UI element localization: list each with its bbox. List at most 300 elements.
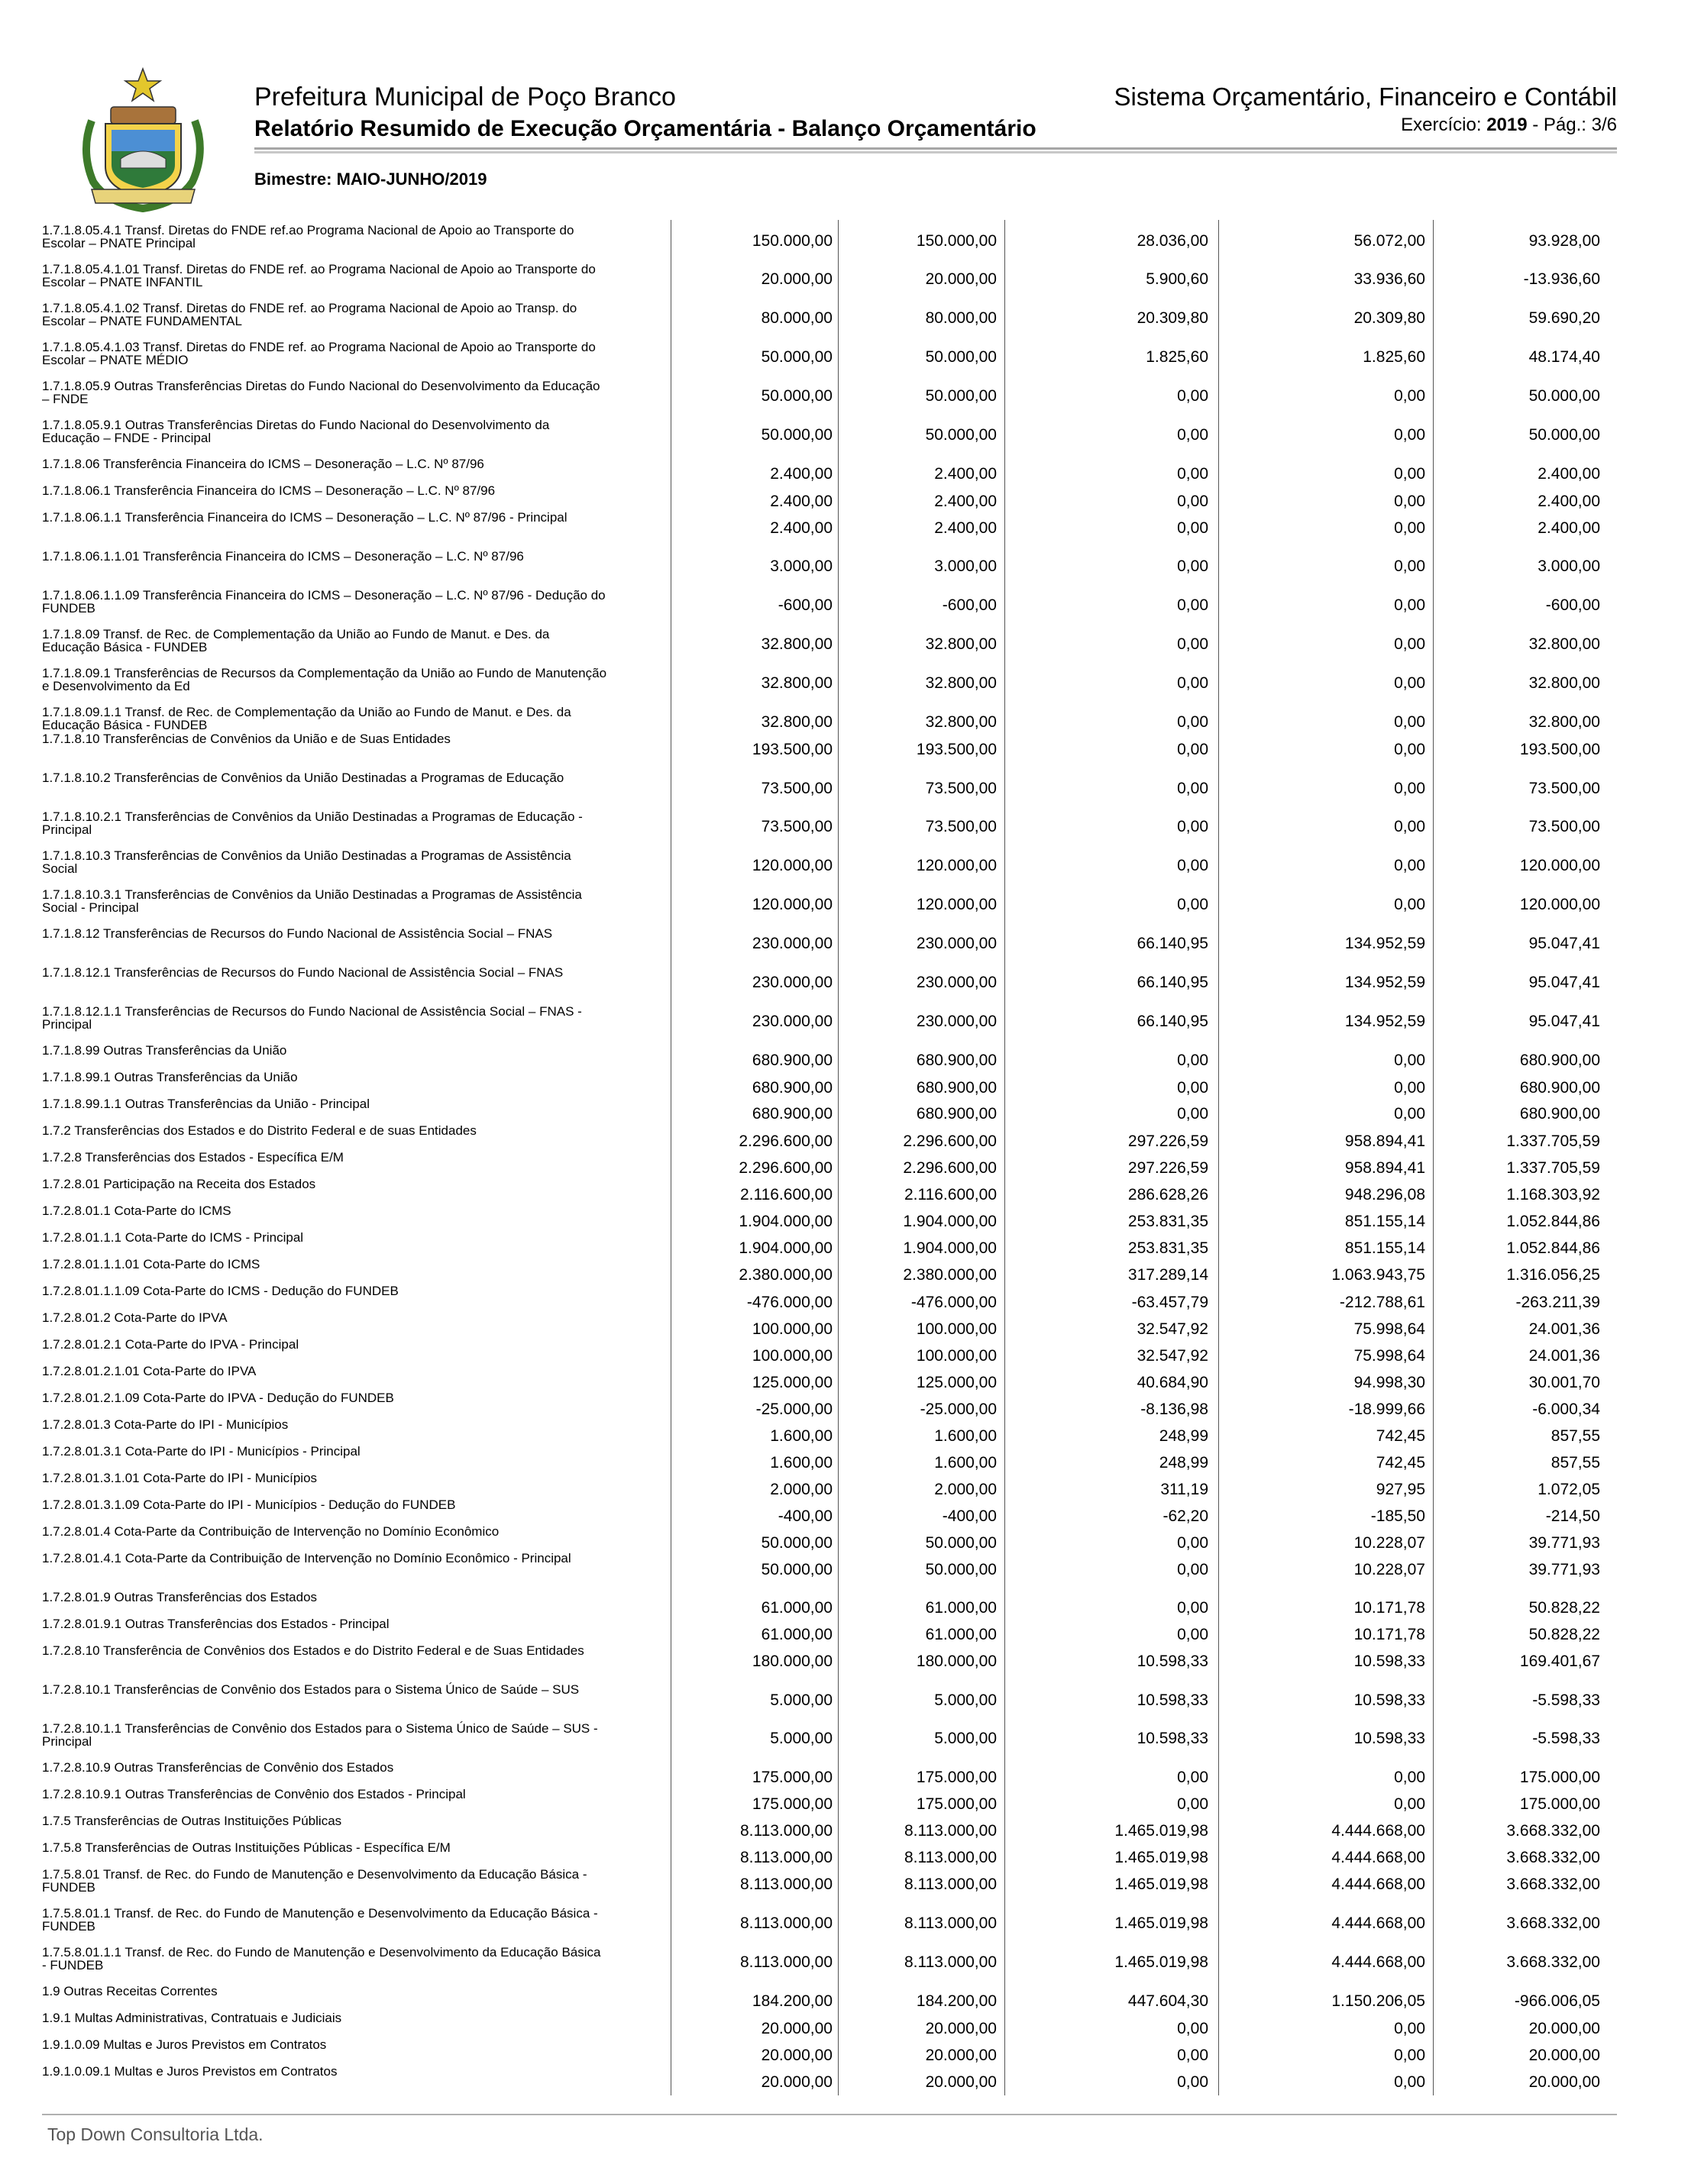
row-value-col2: 680.900,00 bbox=[916, 1052, 997, 1069]
row-value-col2: 20.000,00 bbox=[925, 2020, 997, 2037]
row-value-col1: 73.500,00 bbox=[761, 818, 833, 835]
row-description: 1.7.2.8.01.1.1.01 Cota-Parte do ICMS bbox=[42, 1257, 260, 1271]
row-value-col1: 150.000,00 bbox=[752, 232, 833, 250]
row-value-col3: 0,00 bbox=[1177, 896, 1208, 913]
row-value-col2: 80.000,00 bbox=[925, 309, 997, 327]
row-value-col4: 33.936,60 bbox=[1353, 270, 1425, 288]
row-description: 1.9 Outras Receitas Correntes bbox=[42, 1984, 218, 1998]
row-value-col5: 24.001,36 bbox=[1528, 1347, 1600, 1365]
row-value-col2: 50.000,00 bbox=[925, 1561, 997, 1578]
row-value-col1: 80.000,00 bbox=[761, 309, 833, 327]
row-value-col1: 175.000,00 bbox=[752, 1795, 833, 1813]
row-value-col3: 0,00 bbox=[1177, 519, 1208, 537]
row-value-col5: 1.337.705,59 bbox=[1506, 1159, 1600, 1177]
row-value-col3: 0,00 bbox=[1177, 387, 1208, 405]
row-value-col2: 184.200,00 bbox=[916, 1992, 997, 2010]
row-value-col2: 8.113.000,00 bbox=[904, 1914, 997, 1932]
row-value-col5: 3.668.332,00 bbox=[1506, 1822, 1600, 1840]
row-value-col4: 10.228,07 bbox=[1353, 1534, 1425, 1552]
row-description: 1.7.2.8.01.3.1.09 Cota-Parte do IPI - Municípios - Dedução do FUNDEB bbox=[42, 1497, 456, 1512]
row-value-col4: 0,00 bbox=[1394, 519, 1425, 537]
row-value-col1: 230.000,00 bbox=[752, 1013, 833, 1030]
footer-divider bbox=[42, 2114, 1617, 2115]
row-description: 1.7.1.8.10.2.1 Transferências de Convênios da União Destinadas a Programas de Educação - Principal bbox=[42, 809, 583, 837]
municipality-name: Prefeitura Municipal de Poço Branco bbox=[254, 82, 676, 111]
row-value-col5: 1.052.844,86 bbox=[1506, 1213, 1600, 1230]
row-value-col1: 180.000,00 bbox=[752, 1653, 833, 1670]
row-value-col1: 61.000,00 bbox=[761, 1599, 833, 1617]
row-value-col1: 1.904.000,00 bbox=[739, 1213, 833, 1230]
row-description: 1.7.1.8.06.1.1.09 Transferência Financeira do ICMS – Desoneração – L.C. Nº 87/96 - Dedução do FUNDEB bbox=[42, 588, 606, 615]
exercise-label: Exercício: bbox=[1401, 115, 1482, 135]
row-value-col3: 0,00 bbox=[1177, 2020, 1208, 2037]
row-value-col2: 680.900,00 bbox=[916, 1079, 997, 1097]
row-value-col1: 680.900,00 bbox=[752, 1105, 833, 1123]
row-value-col4: 10.598,33 bbox=[1353, 1730, 1425, 1747]
row-value-col3: 0,00 bbox=[1177, 426, 1208, 444]
row-value-col1: 1.600,00 bbox=[770, 1454, 833, 1472]
row-value-col1: 5.000,00 bbox=[770, 1730, 833, 1747]
row-value-col5: -5.598,33 bbox=[1532, 1691, 1600, 1709]
row-description: 1.9.1.0.09.1 Multas e Juros Previstos em Contratos bbox=[42, 2064, 338, 2079]
row-value-col1: 193.500,00 bbox=[752, 741, 833, 758]
row-value-col5: 1.052.844,86 bbox=[1506, 1239, 1600, 1257]
row-value-col3: 0,00 bbox=[1177, 1105, 1208, 1123]
row-value-col4: 0,00 bbox=[1394, 1105, 1425, 1123]
row-value-col5: 73.500,00 bbox=[1528, 818, 1600, 835]
row-value-col2: 125.000,00 bbox=[916, 1374, 997, 1391]
row-value-col2: 1.904.000,00 bbox=[903, 1239, 997, 1257]
row-value-col4: 948.296,08 bbox=[1344, 1186, 1425, 1203]
row-value-col5: 1.168.303,92 bbox=[1506, 1186, 1600, 1203]
row-value-col2: 1.904.000,00 bbox=[903, 1213, 997, 1230]
row-value-col3: 40.684,90 bbox=[1137, 1374, 1208, 1391]
row-value-col3: 0,00 bbox=[1177, 818, 1208, 835]
row-value-col4: 75.998,64 bbox=[1353, 1347, 1425, 1365]
row-value-col5: 3.668.332,00 bbox=[1506, 1849, 1600, 1866]
row-value-col4: 0,00 bbox=[1394, 426, 1425, 444]
row-value-col2: 32.800,00 bbox=[925, 713, 997, 731]
row-value-col2: 1.600,00 bbox=[934, 1427, 997, 1445]
row-description: 1.7.2.8.10.9 Outras Transferências de Convênio dos Estados bbox=[42, 1760, 394, 1775]
row-value-col1: 50.000,00 bbox=[761, 426, 833, 444]
row-description: 1.9.1 Multas Administrativas, Contratuais e Judiciais bbox=[42, 2011, 342, 2025]
row-value-col3: 253.831,35 bbox=[1127, 1239, 1208, 1257]
row-value-col2: 5.000,00 bbox=[934, 1730, 997, 1747]
row-value-col4: 94.998,30 bbox=[1353, 1374, 1425, 1391]
row-value-col3: 447.604,30 bbox=[1127, 1992, 1208, 2010]
row-value-col1: 20.000,00 bbox=[761, 270, 833, 288]
row-description: 1.7.1.8.05.4.1.01 Transf. Diretas do FNDE ref. ao Programa Nacional de Apoio ao Transporte do Escolar – PNATE INFANTIL bbox=[42, 262, 596, 289]
row-value-col2: 8.113.000,00 bbox=[904, 1875, 997, 1893]
row-description: 1.7.2.8.01.2 Cota-Parte do IPVA bbox=[42, 1310, 228, 1325]
row-value-col2: 2.116.600,00 bbox=[904, 1186, 997, 1203]
row-value-col5: 32.800,00 bbox=[1528, 713, 1600, 731]
row-description: 1.7.1.8.06.1.1 Transferência Financeira do ICMS – Desoneração – L.C. Nº 87/96 - Principal bbox=[42, 510, 568, 525]
row-description: 1.7.5.8 Transferências de Outras Instituições Públicas - Específica E/M bbox=[42, 1840, 451, 1855]
row-value-col2: 8.113.000,00 bbox=[904, 1953, 997, 1971]
row-value-col1: 20.000,00 bbox=[761, 2073, 833, 2091]
row-value-col3: 10.598,33 bbox=[1137, 1730, 1208, 1747]
row-value-col1: 8.113.000,00 bbox=[739, 1822, 833, 1840]
row-value-col3: 248,99 bbox=[1159, 1427, 1208, 1445]
row-value-col5: -6.000,34 bbox=[1532, 1401, 1600, 1418]
row-value-col4: 0,00 bbox=[1394, 857, 1425, 874]
row-description: 1.7.2.8.10.1 Transferências de Convênio dos Estados para o Sistema Único de Saúde – SUS bbox=[42, 1682, 580, 1697]
row-value-col4: 0,00 bbox=[1394, 1769, 1425, 1786]
row-value-col4: 4.444.668,00 bbox=[1331, 1953, 1425, 1971]
row-value-col4: 4.444.668,00 bbox=[1331, 1822, 1425, 1840]
row-value-col2: 175.000,00 bbox=[916, 1769, 997, 1786]
row-value-col1: 73.500,00 bbox=[761, 780, 833, 797]
row-value-col5: 680.900,00 bbox=[1519, 1079, 1600, 1097]
row-value-col3: 248,99 bbox=[1159, 1454, 1208, 1472]
row-value-col4: 0,00 bbox=[1394, 2020, 1425, 2037]
row-description: 1.7.1.8.12 Transferências de Recursos do Fundo Nacional de Assistência Social – FNAS bbox=[42, 926, 553, 941]
row-value-col2: -600,00 bbox=[942, 596, 997, 614]
footer-company: Top Down Consultoria Ltda. bbox=[47, 2124, 264, 2144]
row-value-col5: 20.000,00 bbox=[1528, 2020, 1600, 2037]
row-description: 1.7.2.8.10.1.1 Transferências de Convênio dos Estados para o Sistema Único de Saúde – SUS - Principal bbox=[42, 1721, 598, 1749]
row-value-col1: -25.000,00 bbox=[755, 1401, 833, 1418]
row-value-col4: 134.952,59 bbox=[1344, 935, 1425, 952]
row-value-col4: 742,45 bbox=[1376, 1454, 1425, 1472]
row-value-col1: 61.000,00 bbox=[761, 1626, 833, 1643]
row-value-col5: 120.000,00 bbox=[1519, 896, 1600, 913]
row-value-col1: 8.113.000,00 bbox=[739, 1953, 833, 1971]
row-description: 1.9.1.0.09 Multas e Juros Previstos em Contratos bbox=[42, 2037, 327, 2052]
row-description: 1.7.1.8.09 Transf. de Rec. de Complementação da União ao Fundo de Manut. e Des. da Educação Básica - FUNDEB bbox=[42, 627, 550, 654]
row-value-col2: 61.000,00 bbox=[925, 1599, 997, 1617]
row-value-col3: 0,00 bbox=[1177, 674, 1208, 692]
row-value-col5: 95.047,41 bbox=[1528, 974, 1600, 991]
row-value-col4: 10.228,07 bbox=[1353, 1561, 1425, 1578]
row-value-col5: 1.316.056,25 bbox=[1506, 1266, 1600, 1284]
row-value-col2: 73.500,00 bbox=[925, 780, 997, 797]
row-description: 1.7.1.8.05.9 Outras Transferências Diretas do Fundo Nacional do Desenvolvimento da Educação – FNDE bbox=[42, 379, 600, 406]
row-value-col5: 93.928,00 bbox=[1528, 232, 1600, 250]
row-value-col1: 2.400,00 bbox=[770, 519, 833, 537]
row-description: 1.7.5 Transferências de Outras Instituições Públicas bbox=[42, 1814, 342, 1828]
bimestre-label: Bimestre: MAIO-JUNHO/2019 bbox=[254, 170, 487, 189]
row-value-col5: 32.800,00 bbox=[1528, 674, 1600, 692]
row-value-col4: 851.155,14 bbox=[1344, 1213, 1425, 1230]
row-value-col2: 61.000,00 bbox=[925, 1626, 997, 1643]
row-value-col1: 120.000,00 bbox=[752, 857, 833, 874]
row-value-col3: 0,00 bbox=[1177, 493, 1208, 510]
row-value-col5: 24.001,36 bbox=[1528, 1320, 1600, 1338]
row-value-col2: 100.000,00 bbox=[916, 1320, 997, 1338]
row-value-col2: 50.000,00 bbox=[925, 348, 997, 366]
page-separator: - bbox=[1532, 115, 1539, 135]
row-value-col3: 0,00 bbox=[1177, 1079, 1208, 1097]
row-value-col4: 0,00 bbox=[1394, 1079, 1425, 1097]
row-value-col5: 193.500,00 bbox=[1519, 741, 1600, 758]
row-value-col1: 8.113.000,00 bbox=[739, 1914, 833, 1932]
row-description: 1.7.1.8.10.3.1 Transferências de Convênios da União Destinadas a Programas de Assistência Social - Principal bbox=[42, 887, 582, 915]
row-description: 1.7.2 Transferências dos Estados e do Distrito Federal e de suas Entidades bbox=[42, 1123, 477, 1138]
row-value-col3: 0,00 bbox=[1177, 596, 1208, 614]
row-value-col3: 0,00 bbox=[1177, 857, 1208, 874]
row-value-col3: 0,00 bbox=[1177, 1769, 1208, 1786]
row-value-col5: 169.401,67 bbox=[1519, 1653, 1600, 1670]
row-value-col5: 120.000,00 bbox=[1519, 857, 1600, 874]
row-value-col5: 59.690,20 bbox=[1528, 309, 1600, 327]
row-value-col4: 0,00 bbox=[1394, 818, 1425, 835]
row-description: 1.7.2.8.01.3.1 Cota-Parte do IPI - Municípios - Principal bbox=[42, 1444, 361, 1459]
row-value-col2: 50.000,00 bbox=[925, 426, 997, 444]
row-value-col5: 3.000,00 bbox=[1538, 557, 1600, 575]
row-value-col5: 50.000,00 bbox=[1528, 426, 1600, 444]
row-value-col1: 2.000,00 bbox=[770, 1481, 833, 1498]
row-value-col1: 184.200,00 bbox=[752, 1992, 833, 2010]
row-value-col3: 0,00 bbox=[1177, 635, 1208, 653]
municipal-crest-icon bbox=[76, 67, 210, 216]
row-value-col5: 3.668.332,00 bbox=[1506, 1914, 1600, 1932]
row-value-col2: 2.400,00 bbox=[934, 493, 997, 510]
row-value-col5: 175.000,00 bbox=[1519, 1795, 1600, 1813]
row-value-col1: 100.000,00 bbox=[752, 1320, 833, 1338]
row-value-col4: 958.894,41 bbox=[1344, 1159, 1425, 1177]
row-value-col5: 50.000,00 bbox=[1528, 387, 1600, 405]
row-description: 1.7.1.8.99.1 Outras Transferências da União bbox=[42, 1070, 298, 1084]
row-value-col2: 120.000,00 bbox=[916, 857, 997, 874]
row-value-col2: 230.000,00 bbox=[916, 1013, 997, 1030]
row-value-col5: 1.337.705,59 bbox=[1506, 1132, 1600, 1150]
row-value-col2: -25.000,00 bbox=[920, 1401, 997, 1418]
row-value-col1: 2.296.600,00 bbox=[739, 1159, 833, 1177]
row-value-col1: 120.000,00 bbox=[752, 896, 833, 913]
row-value-col2: -400,00 bbox=[942, 1507, 997, 1525]
row-value-col1: 2.380.000,00 bbox=[739, 1266, 833, 1284]
row-value-col3: 32.547,92 bbox=[1137, 1320, 1208, 1338]
row-value-col2: 32.800,00 bbox=[925, 635, 997, 653]
row-value-col4: 851.155,14 bbox=[1344, 1239, 1425, 1257]
row-description: 1.7.2.8.01.4.1 Cota-Parte da Contribuição de Intervenção no Domínio Econômico - Principal bbox=[42, 1551, 571, 1565]
row-value-col2: 2.380.000,00 bbox=[903, 1266, 997, 1284]
row-value-col2: 2.400,00 bbox=[934, 519, 997, 537]
row-description: 1.7.1.8.10.2 Transferências de Convênios da União Destinadas a Programas de Educação bbox=[42, 771, 564, 785]
row-value-col4: 0,00 bbox=[1394, 596, 1425, 614]
row-value-col3: 1.465.019,98 bbox=[1114, 1849, 1208, 1866]
row-value-col2: 8.113.000,00 bbox=[904, 1822, 997, 1840]
row-description: 1.7.1.8.09.1 Transferências de Recursos da Complementação da União ao Fundo de Manutenção e Desenvolvimento da Ed bbox=[42, 666, 607, 693]
row-value-col3: 0,00 bbox=[1177, 1561, 1208, 1578]
row-description: 1.7.2.8.10.9.1 Outras Transferências de Convênio dos Estados - Principal bbox=[42, 1787, 466, 1801]
row-value-col4: 134.952,59 bbox=[1344, 1013, 1425, 1030]
row-value-col1: 32.800,00 bbox=[761, 635, 833, 653]
row-value-col2: 180.000,00 bbox=[916, 1653, 997, 1670]
row-value-col5: 2.400,00 bbox=[1538, 465, 1600, 483]
row-value-col3: 0,00 bbox=[1177, 1599, 1208, 1617]
row-value-col3: 66.140,95 bbox=[1137, 974, 1208, 991]
row-value-col1: 50.000,00 bbox=[761, 1561, 833, 1578]
row-value-col4: 134.952,59 bbox=[1344, 974, 1425, 991]
row-value-col2: 175.000,00 bbox=[916, 1795, 997, 1813]
row-value-col3: 0,00 bbox=[1177, 2047, 1208, 2064]
row-value-col1: 3.000,00 bbox=[770, 557, 833, 575]
row-description: 1.7.5.8.01 Transf. de Rec. do Fundo de Manutenção e Desenvolvimento da Educação Básica - FUNDEB bbox=[42, 1867, 587, 1895]
row-value-col4: 4.444.668,00 bbox=[1331, 1875, 1425, 1893]
row-value-col1: -476.000,00 bbox=[746, 1294, 833, 1311]
row-value-col4: 4.444.668,00 bbox=[1331, 1914, 1425, 1932]
row-value-col1: 2.400,00 bbox=[770, 493, 833, 510]
row-value-col2: 20.000,00 bbox=[925, 270, 997, 288]
row-value-col2: 2.400,00 bbox=[934, 465, 997, 483]
row-value-col5: 2.400,00 bbox=[1538, 519, 1600, 537]
row-value-col5: -214,50 bbox=[1545, 1507, 1600, 1525]
row-value-col2: -476.000,00 bbox=[910, 1294, 997, 1311]
row-value-col2: 120.000,00 bbox=[916, 896, 997, 913]
exercise-info bbox=[1401, 115, 1617, 136]
row-value-col5: 95.047,41 bbox=[1528, 1013, 1600, 1030]
row-value-col1: 20.000,00 bbox=[761, 2047, 833, 2064]
row-value-col4: 10.171,78 bbox=[1353, 1626, 1425, 1643]
row-value-col4: 0,00 bbox=[1394, 387, 1425, 405]
row-value-col1: 2.400,00 bbox=[770, 465, 833, 483]
row-value-col5: 39.771,93 bbox=[1528, 1561, 1600, 1578]
row-value-col3: 0,00 bbox=[1177, 741, 1208, 758]
row-value-col5: 48.174,40 bbox=[1528, 348, 1600, 366]
row-value-col3: 311,19 bbox=[1160, 1481, 1208, 1498]
row-value-col1: 680.900,00 bbox=[752, 1052, 833, 1069]
row-value-col5: 3.668.332,00 bbox=[1506, 1953, 1600, 1971]
row-value-col1: 1.904.000,00 bbox=[739, 1239, 833, 1257]
row-value-col2: 20.000,00 bbox=[925, 2073, 997, 2091]
row-description: 1.7.5.8.01.1 Transf. de Rec. do Fundo de Manutenção e Desenvolvimento da Educação Básica - FUNDEB bbox=[42, 1906, 598, 1934]
row-value-col4: 10.171,78 bbox=[1353, 1599, 1425, 1617]
row-value-col1: 50.000,00 bbox=[761, 387, 833, 405]
row-value-col5: 50.828,22 bbox=[1528, 1626, 1600, 1643]
row-value-col3: 0,00 bbox=[1177, 780, 1208, 797]
row-value-col1: 2.296.600,00 bbox=[739, 1132, 833, 1150]
row-value-col3: 253.831,35 bbox=[1127, 1213, 1208, 1230]
row-value-col2: 2.296.600,00 bbox=[903, 1132, 997, 1150]
row-value-col5: 30.001,70 bbox=[1528, 1374, 1600, 1391]
row-value-col1: 5.000,00 bbox=[770, 1691, 833, 1709]
row-value-col3: 66.140,95 bbox=[1137, 1013, 1208, 1030]
row-value-col2: 2.000,00 bbox=[934, 1481, 997, 1498]
row-value-col2: 50.000,00 bbox=[925, 387, 997, 405]
row-value-col5: 857,55 bbox=[1551, 1427, 1600, 1445]
row-value-col3: -8.136,98 bbox=[1140, 1401, 1208, 1418]
row-value-col4: 1.063.943,75 bbox=[1331, 1266, 1425, 1284]
row-value-col2: 1.600,00 bbox=[934, 1454, 997, 1472]
row-description: 1.7.2.8 Transferências dos Estados - Específica E/M bbox=[42, 1150, 344, 1165]
row-value-col4: 742,45 bbox=[1376, 1427, 1425, 1445]
row-value-col4: 0,00 bbox=[1394, 2047, 1425, 2064]
row-value-col4: 0,00 bbox=[1394, 780, 1425, 797]
exercise-year: 2019 bbox=[1486, 115, 1528, 135]
row-value-col5: -966.006,05 bbox=[1514, 1992, 1600, 2010]
row-value-col2: 230.000,00 bbox=[916, 974, 997, 991]
row-value-col3: 1.465.019,98 bbox=[1114, 1914, 1208, 1932]
row-description: 1.7.1.8.06.1.1.01 Transferência Financeira do ICMS – Desoneração – L.C. Nº 87/96 bbox=[42, 549, 524, 564]
row-value-col2: 3.000,00 bbox=[934, 557, 997, 575]
row-value-col5: 680.900,00 bbox=[1519, 1105, 1600, 1123]
row-value-col1: 8.113.000,00 bbox=[739, 1875, 833, 1893]
row-description: 1.7.2.8.01.9 Outras Transferências dos Estados bbox=[42, 1590, 318, 1604]
row-value-col1: 32.800,00 bbox=[761, 713, 833, 731]
row-value-col3: 20.309,80 bbox=[1137, 309, 1208, 327]
row-value-col4: 927,95 bbox=[1376, 1481, 1425, 1498]
row-value-col4: 0,00 bbox=[1394, 1052, 1425, 1069]
row-description: 1.7.1.8.05.4.1 Transf. Diretas do FNDE ref.ao Programa Nacional de Apoio ao Transporte do Escolar – PNATE Principal bbox=[42, 223, 574, 250]
row-value-col3: 5.900,60 bbox=[1146, 270, 1208, 288]
row-description: 1.7.2.8.01.1.1 Cota-Parte do ICMS - Principal bbox=[42, 1230, 304, 1245]
row-value-col2: 2.296.600,00 bbox=[903, 1159, 997, 1177]
row-value-col3: 0,00 bbox=[1177, 1052, 1208, 1069]
row-value-col4: 0,00 bbox=[1394, 1795, 1425, 1813]
row-description: 1.7.1.8.12.1.1 Transferências de Recursos do Fundo Nacional de Assistência Social – FNAS - Principal bbox=[42, 1004, 582, 1032]
row-value-col5: 95.047,41 bbox=[1528, 935, 1600, 952]
row-value-col2: 193.500,00 bbox=[916, 741, 997, 758]
row-description: 1.7.2.8.01.3 Cota-Parte do IPI - Municípios bbox=[42, 1417, 289, 1432]
row-value-col3: 66.140,95 bbox=[1137, 935, 1208, 952]
row-value-col1: 50.000,00 bbox=[761, 348, 833, 366]
row-value-col2: 150.000,00 bbox=[916, 232, 997, 250]
row-value-col5: -263.211,39 bbox=[1515, 1294, 1600, 1311]
row-value-col4: 0,00 bbox=[1394, 557, 1425, 575]
row-value-col2: 32.800,00 bbox=[925, 674, 997, 692]
row-value-col5: 857,55 bbox=[1551, 1454, 1600, 1472]
row-value-col4: -212.788,61 bbox=[1339, 1294, 1425, 1311]
row-value-col5: 680.900,00 bbox=[1519, 1052, 1600, 1069]
row-description: 1.7.2.8.10 Transferência de Convênios dos Estados e do Distrito Federal e de Suas Entidades bbox=[42, 1643, 584, 1658]
row-value-col4: 0,00 bbox=[1394, 493, 1425, 510]
row-description: 1.7.2.8.01.1.1.09 Cota-Parte do ICMS - Dedução do FUNDEB bbox=[42, 1284, 399, 1298]
row-value-col3: -63.457,79 bbox=[1131, 1294, 1208, 1311]
row-value-col3: 0,00 bbox=[1177, 2073, 1208, 2091]
row-value-col2: 73.500,00 bbox=[925, 818, 997, 835]
row-value-col2: 50.000,00 bbox=[925, 1534, 997, 1552]
row-description: 1.7.2.8.01.4 Cota-Parte da Contribuição de Intervenção no Domínio Econômico bbox=[42, 1524, 500, 1539]
row-value-col1: 230.000,00 bbox=[752, 974, 833, 991]
row-value-col3: 0,00 bbox=[1177, 1795, 1208, 1813]
row-description: 1.7.1.8.99.1.1 Outras Transferências da União - Principal bbox=[42, 1097, 370, 1111]
row-value-col3: 32.547,92 bbox=[1137, 1347, 1208, 1365]
row-description: 1.7.2.8.01.3.1.01 Cota-Parte do IPI - Municípios bbox=[42, 1471, 318, 1485]
row-value-col4: 75.998,64 bbox=[1353, 1320, 1425, 1338]
row-value-col3: 10.598,33 bbox=[1137, 1653, 1208, 1670]
row-description: 1.7.2.8.01.2.1.01 Cota-Parte do IPVA bbox=[42, 1364, 257, 1378]
row-value-col3: 0,00 bbox=[1177, 465, 1208, 483]
row-value-col5: -5.598,33 bbox=[1532, 1730, 1600, 1747]
row-value-col4: 4.444.668,00 bbox=[1331, 1849, 1425, 1866]
row-description: 1.7.5.8.01.1.1 Transf. de Rec. do Fundo de Manutenção e Desenvolvimento da Educação Básica - FUNDEB bbox=[42, 1945, 601, 1972]
row-value-col1: 175.000,00 bbox=[752, 1769, 833, 1786]
row-description: 1.7.1.8.05.4.1.03 Transf. Diretas do FNDE ref. ao Programa Nacional de Apoio ao Transporte do Escolar – PNATE MÉDIO bbox=[42, 340, 596, 367]
row-value-col4: 0,00 bbox=[1394, 2073, 1425, 2091]
row-value-col2: 230.000,00 bbox=[916, 935, 997, 952]
row-value-col5: 20.000,00 bbox=[1528, 2047, 1600, 2064]
row-description: 1.7.1.8.10.3 Transferências de Convênios da União Destinadas a Programas de Assistência Social bbox=[42, 848, 571, 876]
row-description: 1.7.2.8.01.9.1 Outras Transferências dos Estados - Principal bbox=[42, 1617, 390, 1631]
header-divider bbox=[254, 147, 1617, 153]
row-value-col1: 680.900,00 bbox=[752, 1079, 833, 1097]
row-value-col3: 0,00 bbox=[1177, 713, 1208, 731]
row-value-col3: 1.465.019,98 bbox=[1114, 1953, 1208, 1971]
row-value-col5: 2.400,00 bbox=[1538, 493, 1600, 510]
row-value-col4: 0,00 bbox=[1394, 674, 1425, 692]
row-value-col4: 0,00 bbox=[1394, 741, 1425, 758]
report-title: Relatório Resumido de Execução Orçamentária - Balanço Orçamentário bbox=[254, 116, 1036, 141]
row-value-col5: 20.000,00 bbox=[1528, 2073, 1600, 2091]
row-value-col1: -400,00 bbox=[778, 1507, 833, 1525]
row-description: 1.7.1.8.06 Transferência Financeira do ICMS – Desoneração – L.C. Nº 87/96 bbox=[42, 457, 484, 471]
row-value-col1: -600,00 bbox=[778, 596, 833, 614]
row-value-col5: 3.668.332,00 bbox=[1506, 1875, 1600, 1893]
